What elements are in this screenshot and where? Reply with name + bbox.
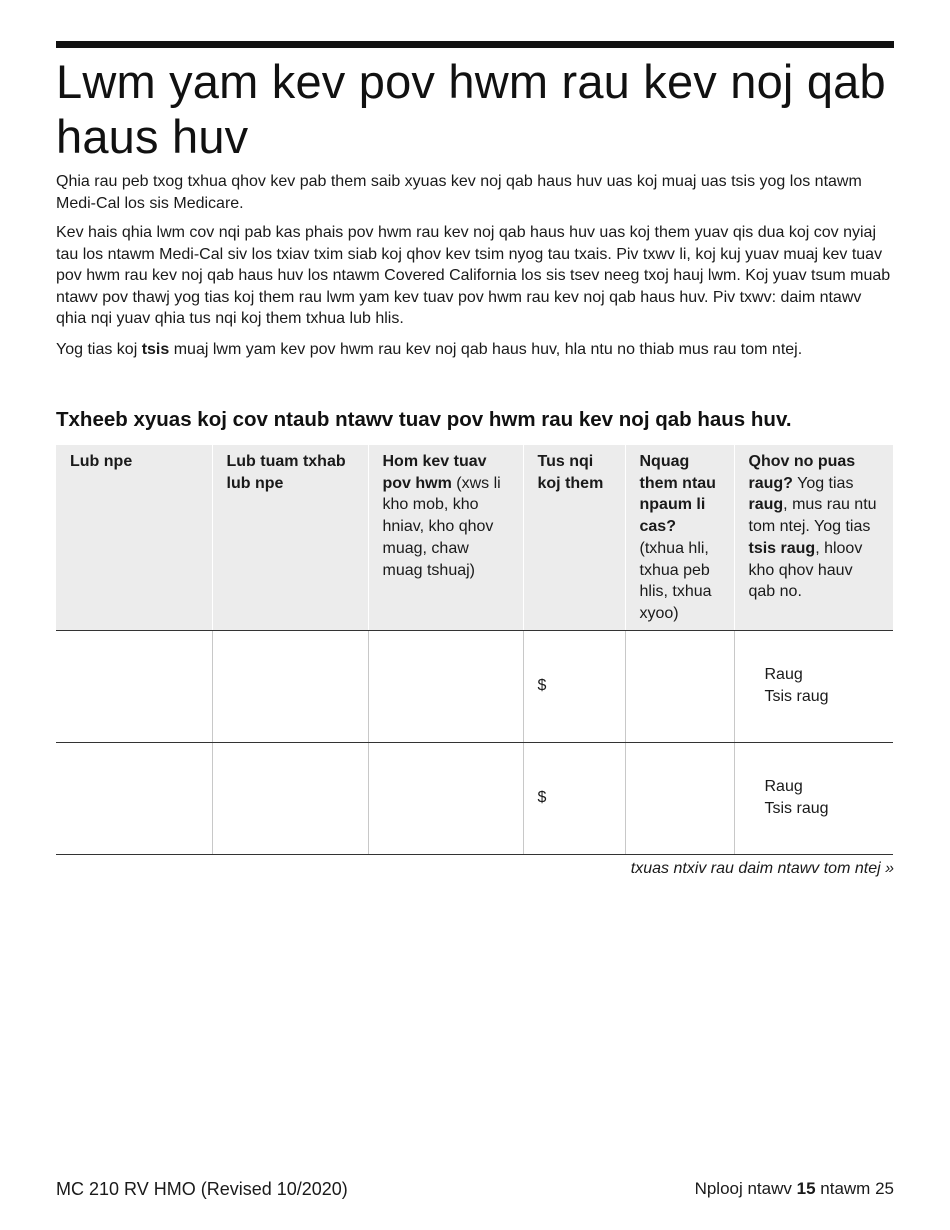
cell-frequency[interactable] (625, 630, 734, 742)
table-row (56, 742, 893, 854)
header-correct-q: Qhov no puas raug? (748, 453, 856, 492)
cell-frequency[interactable] (625, 742, 734, 854)
header-correct-t3: , hloov kho qhov hauv qab no. (748, 539, 863, 601)
page-prefix: Nplooj ntawv (694, 1179, 797, 1198)
insurance-section-heading: Txheeb xyuas koj cov ntaub ntawv tuav pov hwm rau kev noj qab haus huv. (56, 408, 792, 431)
page-total: 25 (875, 1179, 894, 1198)
cell-amount[interactable] (523, 630, 625, 742)
cell-name[interactable] (56, 630, 212, 742)
skip-instruction-paragraph (56, 339, 894, 361)
cell-coverage-type[interactable] (368, 742, 523, 854)
header-correct (734, 445, 893, 630)
table-header-row (56, 445, 893, 630)
cell-company[interactable] (212, 742, 368, 854)
currency-symbol: $ (537, 677, 547, 695)
cell-correct (734, 630, 893, 742)
cell-amount[interactable] (523, 742, 625, 854)
skip-text-after: muaj lwm yam kev pov hwm rau kev noj qab haus huv, hla ntu no thiab mus rau tom ntej. (169, 341, 803, 358)
cell-coverage-type[interactable] (368, 630, 523, 742)
header-correct-t2: , mus rau ntu tom ntej. Yog tias (748, 496, 877, 536)
intro-paragraph: Qhia rau peb txog txhua qhov kev pab them saib xyuas kev noj qab haus huv uas koj muaj uas tsis yog los ntawm Medi-Cal los sis Medicare. (56, 173, 862, 212)
explanation-paragraph: Kev hais qhia lwm cov nqi pab kas phais pov hwm rau kev noj qab haus huv uas koj them yuav qis dua koj cov nyiaj tau los ntawm Medi-Cal siv los txiav txim siab koj qhov kev tsim nyog tau txais. Piv txwv li, koj kuj yuav muaj kev tuav pov hwm rau kev noj qab haus huv los ntawm Covered California los sis tsev neeg txoj hauj lwm. Koj yuav tsum muab ntawv pov thawj yog tias koj them rau lwm yam kev tuav pov hwm rau kev noj qab haus huv. Piv txwv: daim ntawv qhia nqi yuav qhia tus nqi koj them txhua lub hlis. (56, 224, 891, 327)
top-rule (56, 41, 894, 48)
page-title: Lwm yam kev pov hwm rau kev noj qab haus huv (56, 55, 886, 163)
form-id: MC 210 RV HMO (Revised 10/2020) (56, 1179, 348, 1199)
header-coverage-type-bold: Hom kev tuav pov hwm (382, 453, 487, 492)
cell-company[interactable] (212, 630, 368, 742)
cell-correct (734, 742, 893, 854)
header-name-label: Lub npe (70, 453, 133, 470)
cell-name[interactable] (56, 742, 212, 854)
header-coverage-type (368, 445, 523, 630)
header-correct-b2: raug (748, 496, 784, 514)
header-coverage-type-rest: (xws li kho mob, kho hniav, kho qhov muag, chaw muag tshuaj) (382, 474, 501, 579)
page-current: 15 (796, 1179, 816, 1198)
table-row (56, 630, 893, 742)
option-no[interactable]: Tsis raug (764, 688, 829, 706)
option-no[interactable]: Tsis raug (764, 800, 829, 818)
header-amount-label: Tus nqi koj them (537, 453, 604, 492)
option-yes[interactable]: Raug (764, 778, 803, 796)
option-yes[interactable]: Raug (764, 666, 803, 684)
header-frequency (625, 445, 734, 630)
header-name (56, 445, 212, 630)
header-correct-b3: tsis raug (748, 539, 816, 557)
skip-text-bold: tsis (141, 341, 170, 358)
skip-text-before: Yog tias koj (56, 341, 142, 358)
header-company-label: Lub tuam txhab lub npe (226, 453, 346, 492)
header-frequency-rest: (txhua hli, txhua peb hlis, txhua xyoo) (639, 539, 712, 622)
header-frequency-bold: Nquag them ntau npaum li cas? (639, 453, 716, 536)
page-number (695, 1179, 894, 1199)
continue-note: txuas ntxiv rau daim ntawv tom ntej » (630, 860, 894, 877)
currency-symbol: $ (537, 789, 547, 807)
insurance-table (56, 445, 893, 855)
header-amount (523, 445, 625, 630)
header-company (212, 445, 368, 630)
header-correct-t1: Yog tias (792, 474, 854, 492)
page-mid: ntawm (815, 1179, 876, 1198)
